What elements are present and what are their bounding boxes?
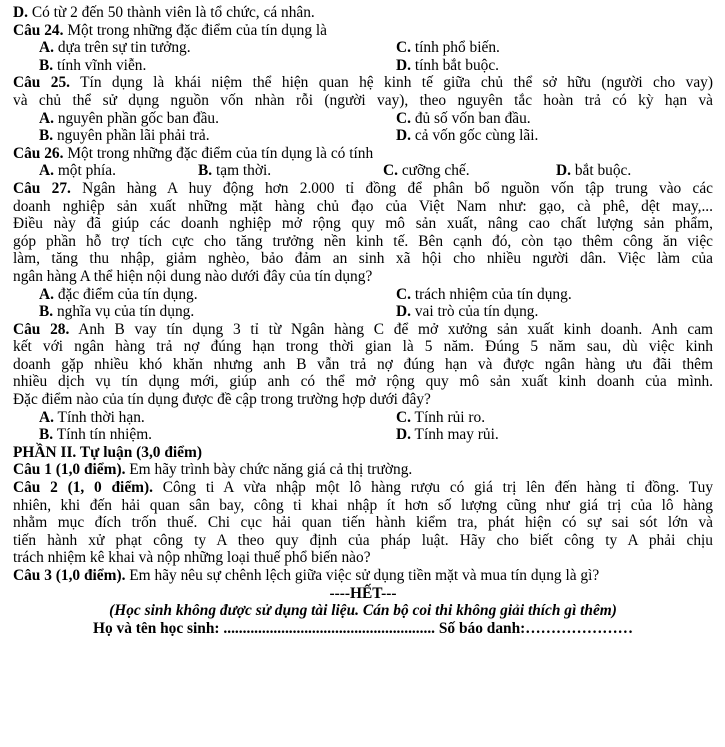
- q24-option-a: A. dựa trên sự tin tưởng.: [39, 39, 191, 57]
- question-27-line1: Câu 27. Ngân hàng A huy động hơn 2.000 tỉ đồng để phân bổ nguồn vốn tập trung vào các: [13, 179, 713, 197]
- q27-option-c: C. trách nhiệm của tín dụng.: [396, 285, 572, 303]
- q24-options-row1: [13, 39, 713, 57]
- q24-options-row2: [13, 57, 713, 75]
- question-27-line5: làm, tăng thu nhập, giảm nghèo, bảo đảm an sinh xã hội cho nhiều người dân. Việc làm của: [13, 250, 713, 268]
- end-marker: ----HẾT---: [329, 584, 397, 602]
- essay-question-2-line3: nhằm mục đích trốn thuế. Chi cục hải quan tiến hành kiểm tra, phát hiện có sự sai sót lớn và: [13, 514, 713, 532]
- question-26: Câu 26. Một trong những đặc điểm của tín dụng là có tính: [13, 144, 374, 162]
- q25-options-row2: [13, 127, 713, 145]
- q28-option-a: A. Tính thời hạn.: [39, 408, 145, 426]
- question-28-line1: Câu 28. Anh B vay tín dụng 3 tỉ từ Ngân hàng C để mở xưởng sản xuất kinh doanh. Anh cam: [13, 320, 713, 338]
- q25-option-b: B. nguyên phần lãi phải trả.: [39, 127, 210, 145]
- q27-option-d: D. vai trò của tín dụng.: [396, 303, 539, 321]
- q28-options-row1: [13, 409, 713, 427]
- option-d-prev: D. Có từ 2 đến 50 thành viên là tổ chức, cá nhân.: [13, 4, 315, 21]
- question-27-line3: Điều này đã giúp các doanh nghiệp mở rộng quy mô sản xuất, nâng cao chất lượng sản phẩm,: [13, 215, 713, 233]
- question-27-line2: doanh nghiệp sản xuất những mặt hàng chủ đạo của Việt Nam như: gạo, cà phê, dệt may,...: [13, 197, 713, 215]
- q26-option-a: A. một phía.: [39, 162, 116, 180]
- question-28-line4: nhiều dịch vụ tín dụng mới, giúp anh có thể mở rộng quy mô sản xuất kinh doanh của mình.: [13, 373, 713, 391]
- question-27-line4: góp phần hỗ trợ tích cực cho tăng trưởng nền kinh tế. Bên cạnh đó, còn tạo thêm công ăn việc: [13, 232, 713, 250]
- part-2-heading: PHẦN II. Tự luận (3,0 điểm): [13, 443, 202, 461]
- q25-options-row1: [13, 110, 713, 128]
- q28-option-d: D. Tính may rủi.: [396, 426, 499, 444]
- essay-question-2-line4: tiến hành xử phạt công ty A theo quy định của pháp luật. Hãy cho biết công ty A phải chịu: [13, 531, 713, 549]
- q27-option-a: A. đặc điểm của tín dụng.: [39, 285, 198, 303]
- q25-option-a: A. nguyên phần gốc ban đầu.: [39, 109, 219, 127]
- q26-option-c: C. cưỡng chế.: [383, 162, 470, 180]
- q24-option-c: C. tính phổ biến.: [396, 39, 500, 57]
- student-info-line: Họ và tên học sinh: ....................................................... Số báo danh:…………………: [92, 619, 633, 637]
- q24-option-b: B. tính vĩnh viễn.: [39, 56, 147, 74]
- q27-option-b: B. nghĩa vụ của tín dụng.: [39, 303, 195, 321]
- q28-option-c: C. Tính rủi ro.: [396, 408, 486, 426]
- essay-question-2-line2: nhiên, khi đến hải quan sân bay, công ti khai nhập ít hơn số lượng cũng như giá trị của lô hàng: [13, 496, 713, 514]
- q25-option-c: C. đủ số vốn ban đầu.: [396, 109, 531, 127]
- q28-option-b: B. Tính tín nhiệm.: [39, 426, 153, 444]
- q27-options-row1: [13, 286, 713, 304]
- question-24: Câu 24. Một trong những đặc điểm của tín dụng là: [13, 21, 327, 39]
- q28-options-row2: [13, 426, 713, 444]
- question-27-line6: ngân hàng A thể hiện nội dung nào dưới đây của tín dụng?: [13, 267, 373, 285]
- essay-question-2-line5: trách nhiệm kê khai và nộp những loại thuế phổ biến nào?: [13, 549, 371, 567]
- q26-option-d: D. bắt buộc.: [556, 162, 632, 180]
- q26-options: [13, 162, 713, 180]
- essay-question-1: Câu 1 (1,0 điểm). Em hãy trình bày chức năng giá cả thị trường.: [13, 461, 413, 479]
- exam-note: (Học sinh không được sử dụng tài liệu. Cán bộ coi thi không giải thích gì thêm): [109, 602, 617, 620]
- question-25-line2: và chủ thể sử dụng nguồn vốn nhàn rỗi (người vay), theo nguyên tắc hoàn trả có kỳ hạn và: [13, 91, 713, 109]
- question-28-line2: kết với ngân hàng trả nợ đúng hạn trong thời gian là 5 năm. Đúng 5 năm sau, dù việc kinh: [13, 338, 713, 356]
- question-28-line5: Đặc điểm nào của tín dụng được đề cập trong trường hợp dưới đây?: [13, 391, 431, 409]
- essay-question-2-line1: Câu 2 (1, 0 điểm). Công ti A vừa nhập một lô hàng rượu có giá trị lên đến hàng tỉ đồng. Tuy: [13, 479, 714, 497]
- essay-question-3: Câu 3 (1,0 điểm). Em hãy nêu sự chênh lệch giữa việc sử dụng tiền mặt và mua tín dụng là gì?: [13, 567, 600, 584]
- q25-option-d: D. cả vốn gốc cùng lãi.: [396, 127, 539, 145]
- q24-option-d: D. tính bắt buộc.: [396, 56, 500, 74]
- q27-options-row2: [13, 303, 713, 321]
- q26-option-b: B. tạm thời.: [198, 162, 272, 180]
- question-25-line1: Câu 25. Tín dụng là khái niệm thể hiện quan hệ kinh tế giữa chủ thể sở hữu (người cho vay): [13, 74, 713, 92]
- question-28-line3: doanh gặp nhiều khó khăn nhưng anh B vẫn trả nợ đúng hạn và được ngân hàng ưu đãi thêm: [13, 355, 713, 373]
